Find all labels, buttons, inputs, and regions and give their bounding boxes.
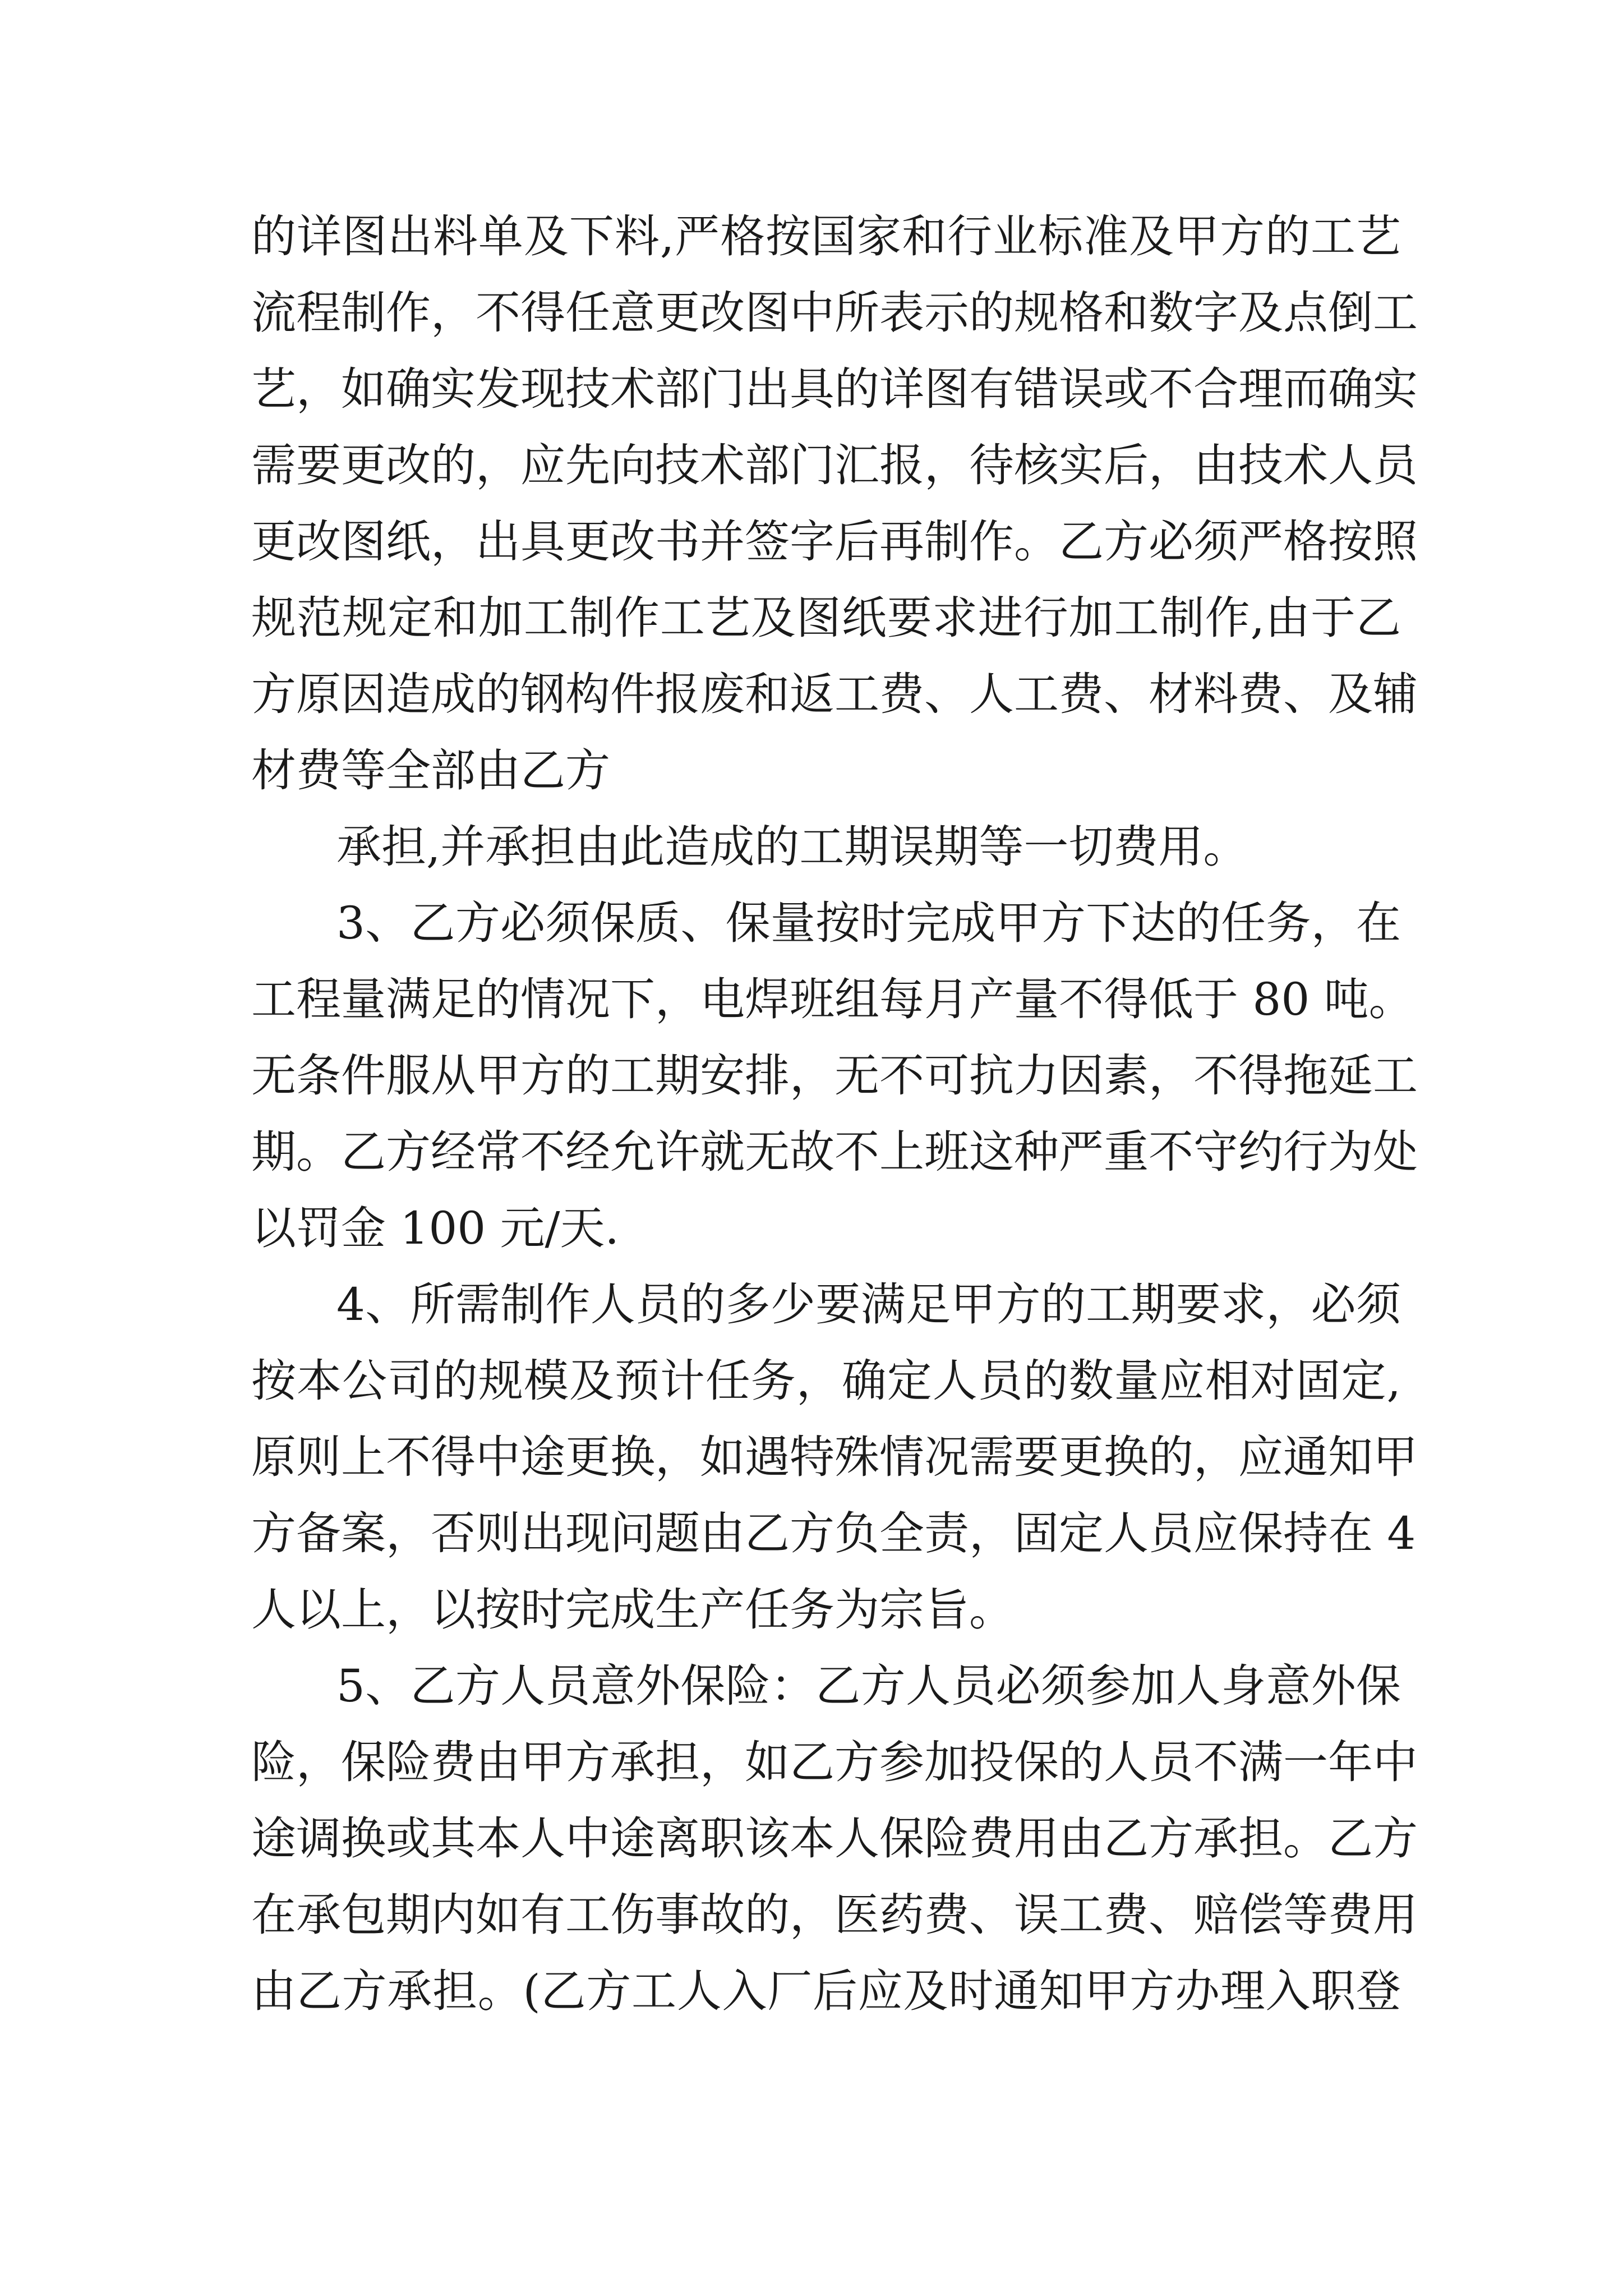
body-line: 的详图出料单及下料,严格按国家和行业标准及甲方的工艺 [251,210,1401,263]
body-line: 更改图纸，出具更改书并签字后再制作。乙方必须严格按照 [251,516,1418,568]
body-line: 期。乙方经常不经允许就无故不上班这种严重不守约行为处 [251,1126,1418,1178]
body-line: 在承包期内如有工伤事故的，医药费、误工费、赔偿等费用 [251,1889,1418,1941]
body-line: 无条件服从甲方的工期安排，无不可抗力因素，不得拖延工 [251,1050,1418,1102]
body-line: 需要更改的，应先向技术部门汇报，待核实后，由技术人员 [251,439,1418,491]
body-line: 方原因造成的钢构件报废和返工费、人工费、材料费、及辅 [251,668,1418,720]
body-line: 材费等全部由乙方 [251,744,610,797]
body-line: 以罚金 100 元/天. [251,1202,619,1254]
paragraph-3-start: 3、乙方必须保质、保量按时完成甲方下达的任务，在 [336,897,1401,949]
body-line: 方备案，否则出现问题由乙方负全责，固定人员应保持在 4 [251,1507,1416,1559]
body-line: 流程制作，不得任意更改图中所表示的规格和数字及点倒工 [251,287,1418,339]
body-line: 由乙方承担。(乙方工人入厂后应及时通知甲方办理入职登 [251,1965,1401,2017]
body-line: 工程量满足的情况下，电焊班组每月产量不得低于 80 吨。 [251,973,1414,1025]
paragraph-5-start: 5、乙方人员意外保险：乙方人员必须参加人身意外保 [336,1660,1401,1712]
body-line: 原则上不得中途更换，如遇特殊情况需要更换的，应通知甲 [251,1431,1418,1483]
body-line: 艺，如确实发现技术部门出具的详图有错误或不合理而确实 [251,363,1418,415]
paragraph-4-start: 4、所需制作人员的多少要满足甲方的工期要求，必须 [336,1278,1401,1331]
body-line: 承担,并承担由此造成的工期误期等一切费用。 [336,821,1248,873]
body-line: 规范规定和加工制作工艺及图纸要求进行加工制作,由于乙 [251,592,1401,644]
body-line: 人以上，以按时完成生产任务为宗旨。 [251,1584,1014,1636]
body-line: 按本公司的规模及预计任务，确定人员的数量应相对固定, [251,1355,1401,1407]
body-line: 途调换或其本人中途离职该本人保险费用由乙方承担。乙方 [251,1812,1418,1865]
body-line: 险，保险费由甲方承担，如乙方参加投保的人员不满一年中 [251,1736,1418,1788]
